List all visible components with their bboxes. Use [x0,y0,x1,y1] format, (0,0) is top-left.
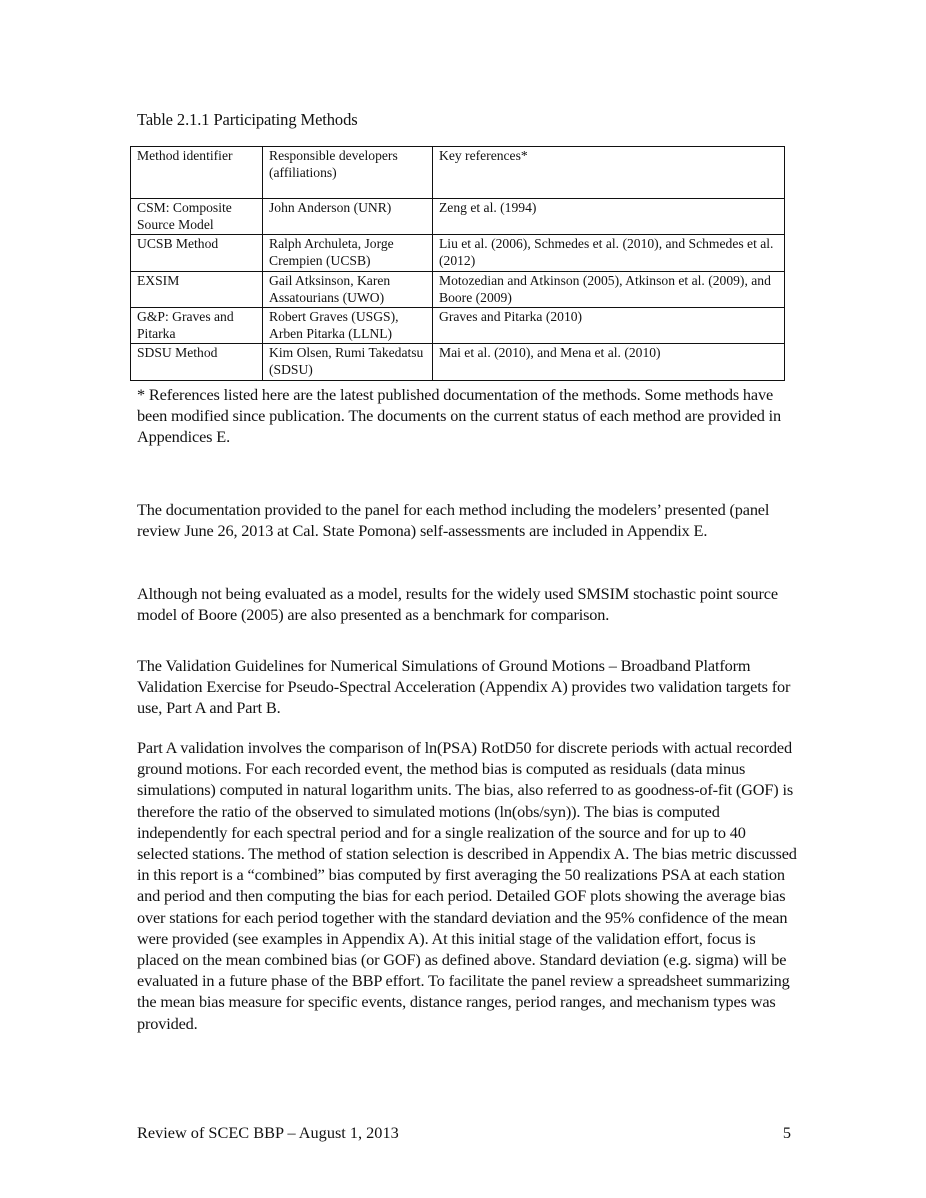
developers-cell: Gail Atksinson, Karen Assatourians (UWO) [263,272,433,308]
references-cell: Liu et al. (2006), Schmedes et al. (2010), and Schmedes et al. (2012) [433,235,785,272]
footer-title: Review of SCEC BBP – August 1, 2013 [137,1123,399,1142]
paragraph-validation-guidelines: The Validation Guidelines for Numerical Simulations of Ground Motions – Broadband Platform Validation Exercise for Pseudo-Spectral Acceleration (Appendix A) provides two validation targets for use, Part A and Part B. [137,656,791,718]
references-cell: Graves and Pitarka (2010) [433,308,785,344]
references-cell: Mai et al. (2010), and Mena et al. (2010) [433,344,785,381]
table-row [131,199,785,235]
table-row [131,308,785,344]
method-identifier-cell: UCSB Method [131,235,263,272]
method-identifier-cell: CSM: Composite Source Model [131,199,263,235]
paragraph-documentation: The documentation provided to the panel for each method including the modelers’ presented (panel review June 26, 2013 at Cal. State Pomona) self-assessments are included in Appendix E. [137,500,770,541]
paragraph-smsim-benchmark: Although not being evaluated as a model, results for the widely used SMSIM stochastic point source model of Boore (2005) are also presented as a benchmark for comparison. [137,584,778,625]
table-row [131,272,785,308]
developers-cell: Kim Olsen, Rumi Takedatsu (SDSU) [263,344,433,381]
references-cell: Zeng et al. (1994) [433,199,785,235]
table-row [131,235,785,272]
method-identifier-cell: SDSU Method [131,344,263,381]
paragraph-part-a-validation: Part A validation involves the comparison of ln(PSA) RotD50 for discrete periods with actual recorded ground motions. For each recorded event, the method bias is computed as residuals (data minus simulations) computed in natural logarithm units. The bias, also referred to as goodness-of-fit (GOF) is therefore the ratio of the observed to simulated motions (ln(obs/syn)). The bias is computed independently for each spectral period and for a single realization of the source and for up to 40 selected stations. The method of station selection is described in Appendix A. The bias metric discussed in this report is a “combined” bias computed by first averaging the 50 realizations PSA at each station and period and then computing the bias for each period. Detailed GOF plots showing the average bias over stations for each period together with the standard deviation and the 95% confidence of the mean were provided (see examples in Appendix A). At this initial stage of the validation effort, focus is placed on the mean combined bias (or GOF) as defined above. Standard deviation (e.g. sigma) will be evaluated in a future phase of the BBP effort. To facilitate the panel review a spreadsheet summarizing the mean bias measure for specific events, distance ranges, period ranges, and mechanism types was provided. [137,738,797,1033]
references-cell: Motozedian and Atkinson (2005), Atkinson et al. (2009), and Boore (2009) [433,272,785,308]
header-method-identifier: Method identifier [131,147,263,199]
participating-methods-table [130,146,785,381]
table-caption: Table 2.1.1 Participating Methods [137,110,358,129]
developers-cell: Ralph Archuleta, Jorge Crempien (UCSB) [263,235,433,272]
header-key-references: Key references* [433,147,785,199]
developers-cell: Robert Graves (USGS), Arben Pitarka (LLNL) [263,308,433,344]
table-footnote: * References listed here are the latest published documentation of the methods. Some methods have been modified since publication. The documents on the current status of each method are provided in Appendices E. [137,385,782,447]
developers-cell: John Anderson (UNR) [263,199,433,235]
page-number: 5 [782,1123,791,1142]
header-responsible-developers: Responsible developers (affiliations) [263,147,433,199]
table-row [131,344,785,381]
method-identifier-cell: G&P: Graves and Pitarka [131,308,263,344]
table-header-row [131,147,785,199]
method-identifier-cell: EXSIM [131,272,263,308]
